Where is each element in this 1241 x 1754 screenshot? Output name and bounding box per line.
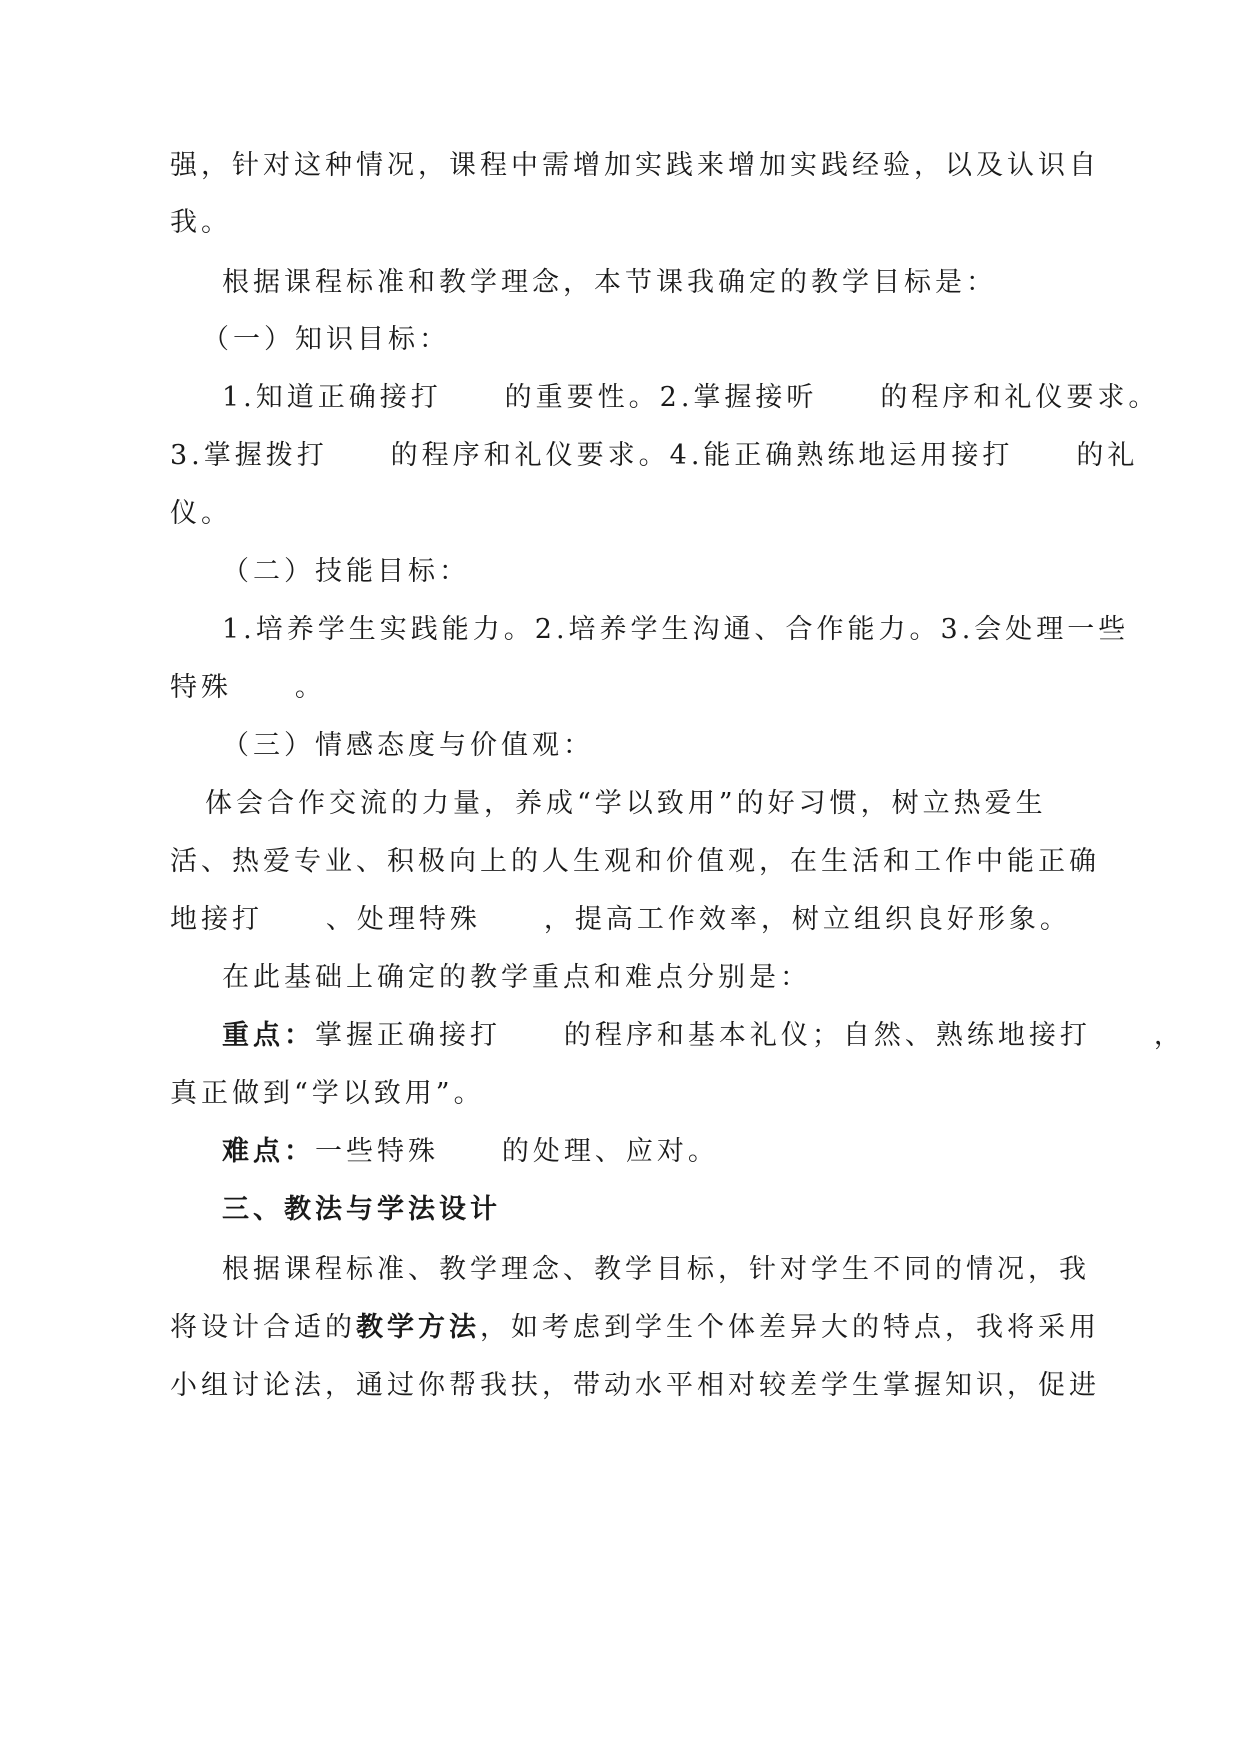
difficult-point-line xyxy=(222,1132,719,1172)
difficult-point-label: 难点： xyxy=(222,1136,315,1167)
paragraph-line: 仪。 xyxy=(170,498,232,529)
section-heading: （三）情感态度与价值观： xyxy=(222,730,594,761)
difficult-point-text: 一些特殊 的处理、应对。 xyxy=(315,1136,719,1167)
paragraph-line: 特殊 。 xyxy=(170,672,326,703)
paragraph-line: 强，针对这种情况，课程中需增加实践来增加实践经验，以及认识自 xyxy=(170,150,1100,181)
section-heading: （二）技能目标： xyxy=(222,556,470,587)
paragraph-line xyxy=(170,1308,1100,1348)
section-title: 三、教法与学法设计 xyxy=(222,1194,501,1225)
paragraph-line: 活、热爱专业、积极向上的人生观和价值观，在生活和工作中能正确 xyxy=(170,846,1100,877)
paragraph-line: 根据课程标准和教学理念，本节课我确定的教学目标是： xyxy=(222,267,997,298)
paragraph-line: 在此基础上确定的教学重点和难点分别是： xyxy=(222,962,811,993)
text-run: ，如考虑到学生个体差异大的特点，我将采用 xyxy=(480,1312,1100,1343)
paragraph-line: 真正做到“学以致用”。 xyxy=(170,1078,485,1109)
text-run: 将设计合适的 xyxy=(170,1312,356,1343)
paragraph-line: 1.培养学生实践能力。2.培养学生沟通、合作能力。3.会处理一些 xyxy=(222,614,1130,645)
paragraph-line: 小组讨论法，通过你帮我扶，带动水平相对较差学生掌握知识，促进 xyxy=(170,1370,1100,1401)
emphasis-text: 教学方法 xyxy=(356,1312,480,1343)
paragraph-line: 1.知道正确接打 的重要性。2.掌握接听 的程序和礼仪要求。 xyxy=(222,382,1160,413)
section-heading: （一）知识目标： xyxy=(202,324,450,355)
key-point-line xyxy=(222,1016,1185,1056)
paragraph-line: 我。 xyxy=(170,207,232,238)
key-point-text: 掌握正确接打 的程序和基本礼仪；自然、熟练地接打 ， xyxy=(315,1020,1185,1051)
paragraph-line: 地接打 、处理特殊 ，提高工作效率，树立组织良好形象。 xyxy=(170,904,1071,935)
paragraph-line: 根据课程标准、教学理念、教学目标，针对学生不同的情况，我 xyxy=(222,1254,1090,1285)
paragraph-line: 体会合作交流的力量，养成“学以致用”的好习惯，树立热爱生 xyxy=(205,788,1047,819)
key-point-label: 重点： xyxy=(222,1020,315,1051)
paragraph-line: 3.掌握拨打 的程序和礼仪要求。4.能正确熟练地运用接打 的礼 xyxy=(170,440,1139,471)
